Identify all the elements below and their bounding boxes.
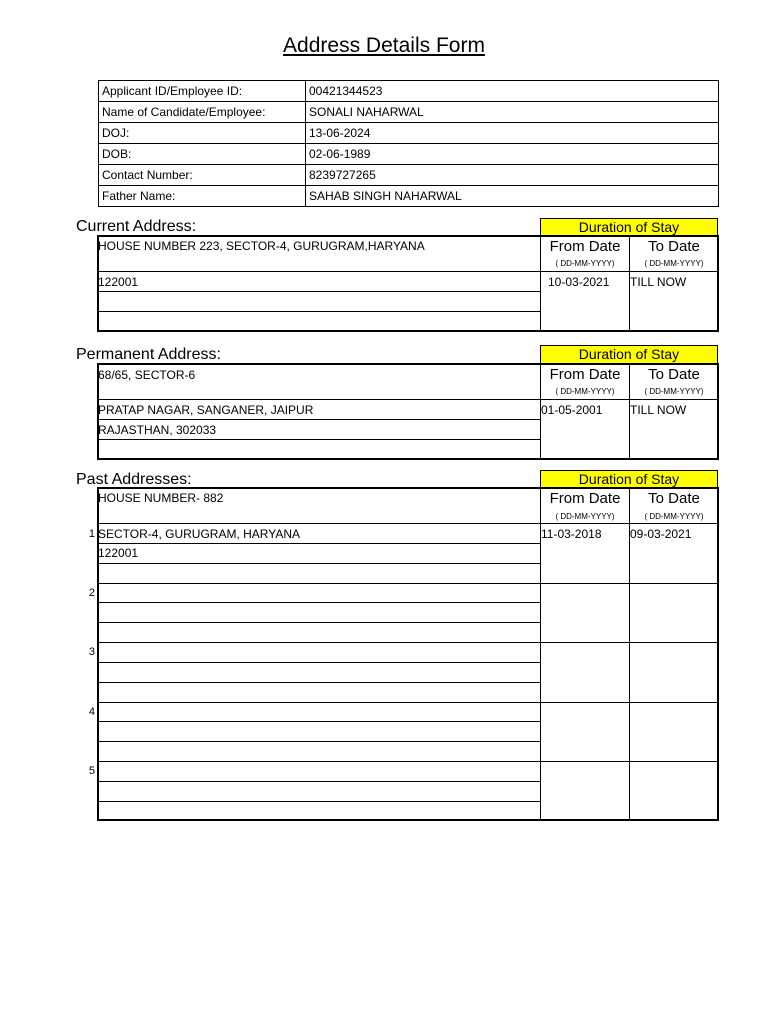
entry-number: 5 bbox=[88, 765, 95, 777]
table-row bbox=[99, 123, 719, 144]
field-label: DOJ: bbox=[99, 123, 306, 144]
date-format-hint: ( DD-MM-YYYY) bbox=[644, 387, 704, 396]
field-label: Name of Candidate/Employee: bbox=[99, 102, 306, 123]
divider bbox=[97, 583, 718, 584]
permanent-address-line[interactable]: 68/65, SECTOR-6 bbox=[98, 368, 196, 382]
divider bbox=[97, 761, 718, 762]
divider bbox=[97, 399, 718, 400]
dob-field[interactable]: 02-06-1989 bbox=[306, 144, 719, 165]
divider bbox=[97, 291, 541, 292]
divider bbox=[97, 662, 541, 663]
permanent-to-date[interactable]: TILL NOW bbox=[630, 403, 687, 417]
to-date-header: To Date bbox=[648, 490, 700, 507]
past-to-date[interactable]: 09-03-2021 bbox=[630, 527, 692, 541]
divider bbox=[97, 682, 541, 683]
permanent-address-line[interactable]: PRATAP NAGAR, SANGANER, JAIPUR bbox=[98, 403, 314, 417]
divider bbox=[97, 721, 541, 722]
past-from-date[interactable]: 11-03-2018 bbox=[541, 527, 602, 541]
current-address-line[interactable]: 122001 bbox=[98, 275, 139, 289]
current-to-date[interactable]: TILL NOW bbox=[630, 275, 687, 289]
date-format-hint: ( DD-MM-YYYY) bbox=[644, 259, 704, 268]
date-format-hint: ( DD-MM-YYYY) bbox=[644, 512, 704, 521]
candidate-name-field[interactable]: SONALI NAHARWAL bbox=[306, 102, 719, 123]
divider bbox=[97, 602, 541, 603]
entry-number: 2 bbox=[88, 587, 95, 599]
divider bbox=[97, 419, 541, 420]
page-title bbox=[0, 34, 768, 58]
date-format-hint: ( DD-MM-YYYY) bbox=[555, 387, 615, 396]
from-date-header: From Date bbox=[549, 366, 621, 383]
past-duration-label: Duration of Stay bbox=[540, 470, 718, 489]
past-address-header-line[interactable]: HOUSE NUMBER- 882 bbox=[98, 491, 224, 505]
current-from-date[interactable]: 10-03-2021 bbox=[548, 275, 610, 289]
to-date-header: To Date bbox=[648, 238, 700, 255]
date-format-hint: ( DD-MM-YYYY) bbox=[555, 259, 615, 268]
table-row bbox=[99, 144, 719, 165]
to-date-header: To Date bbox=[648, 366, 700, 383]
divider bbox=[97, 781, 541, 782]
divider bbox=[97, 543, 541, 544]
divider bbox=[97, 439, 541, 440]
divider bbox=[97, 642, 718, 643]
doj-field[interactable]: 13-06-2024 bbox=[306, 123, 719, 144]
field-label: Applicant ID/Employee ID: bbox=[99, 81, 306, 102]
divider bbox=[97, 271, 718, 272]
permanent-address-line[interactable]: RAJASTHAN, 302033 bbox=[98, 423, 217, 437]
field-label: DOB: bbox=[99, 144, 306, 165]
applicant-id-field[interactable]: 00421344523 bbox=[306, 81, 719, 102]
from-date-header: From Date bbox=[549, 238, 621, 255]
divider bbox=[97, 801, 541, 802]
table-row bbox=[99, 102, 719, 123]
table-row bbox=[99, 186, 719, 207]
permanent-from-date[interactable]: 01-05-2001 bbox=[541, 403, 603, 417]
table-row bbox=[99, 165, 719, 186]
entry-number: 4 bbox=[88, 706, 95, 718]
past-address-line[interactable]: 122001 bbox=[98, 546, 139, 560]
divider bbox=[97, 622, 541, 623]
past-addresses-title: Past Addresses: bbox=[76, 471, 192, 488]
divider bbox=[97, 523, 718, 524]
entry-number: 3 bbox=[88, 646, 95, 658]
entry-number: 1 bbox=[88, 528, 95, 540]
date-format-hint: ( DD-MM-YYYY) bbox=[555, 512, 615, 521]
applicant-info-table bbox=[98, 80, 719, 207]
field-label: Contact Number: bbox=[99, 165, 306, 186]
divider bbox=[97, 563, 541, 564]
current-address-title: Current Address: bbox=[76, 218, 197, 235]
current-duration-label: Duration of Stay bbox=[540, 218, 718, 237]
contact-number-field[interactable]: 8239727265 bbox=[306, 165, 719, 186]
page-title-text: Address Details Form bbox=[283, 34, 485, 57]
divider bbox=[97, 702, 718, 703]
from-date-header: From Date bbox=[549, 490, 621, 507]
divider bbox=[97, 741, 541, 742]
current-address-line[interactable]: HOUSE NUMBER 223, SECTOR-4, GURUGRAM,HARYANA bbox=[98, 239, 425, 253]
father-name-field[interactable]: SAHAB SINGH NAHARWAL bbox=[306, 186, 719, 207]
permanent-address-title: Permanent Address: bbox=[76, 346, 221, 363]
divider bbox=[97, 311, 541, 312]
field-label: Father Name: bbox=[99, 186, 306, 207]
table-row bbox=[99, 81, 719, 102]
permanent-duration-label: Duration of Stay bbox=[540, 345, 718, 364]
past-address-line[interactable]: SECTOR-4, GURUGRAM, HARYANA bbox=[98, 527, 301, 541]
